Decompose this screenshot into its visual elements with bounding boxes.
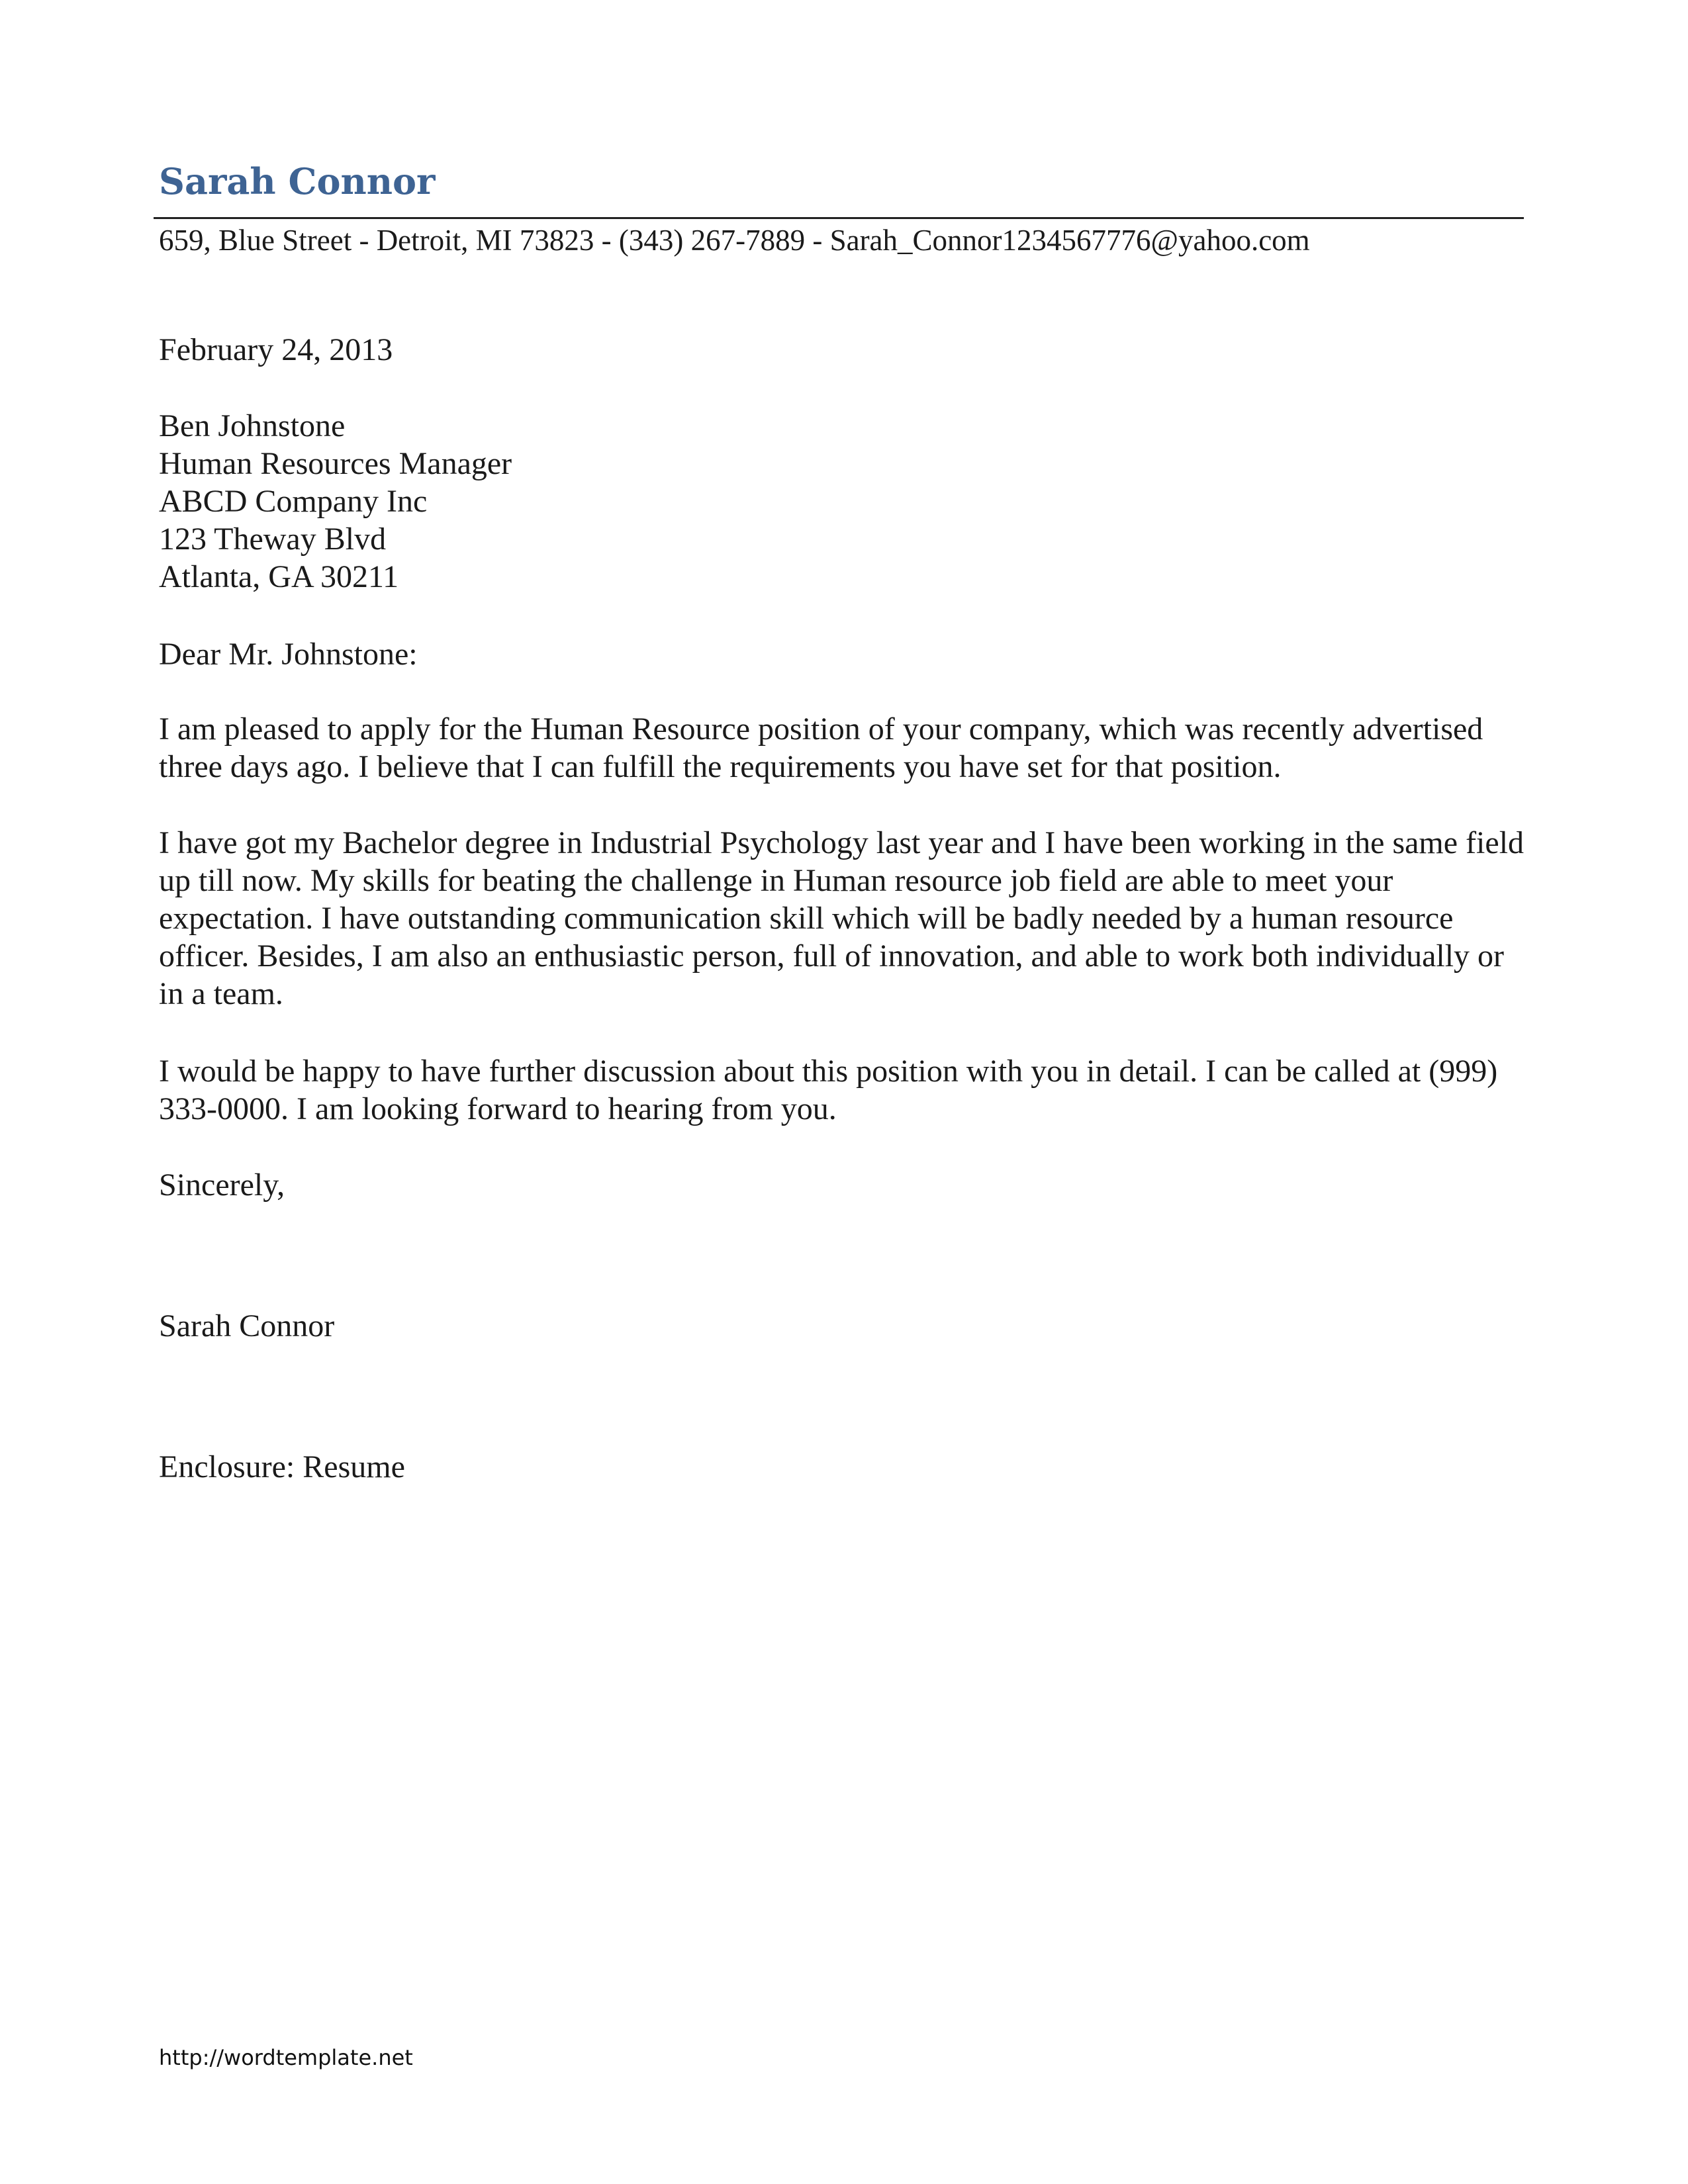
- body-paragraph: I have got my Bachelor degree in Industrial Psychology last year and I have been working in the same field up till now. My skills for beating the challenge in Human resource job field are able to meet your expectation. I have outstanding communication skill which will be badly needed by a human resource officer. Besides, I am also an enthusiastic person, full of innovation, and able to work both individually or in a team.: [159, 825, 1524, 1011]
- recipient-street: 123 Theway Blvd: [159, 522, 387, 557]
- footer-url-link[interactable]: http://wordtemplate.net: [159, 2045, 413, 2070]
- salutation: Dear Mr. Johnstone:: [159, 637, 418, 672]
- enclosure-note: Enclosure: Resume: [159, 1449, 405, 1484]
- sender-name: Sarah Connor: [159, 160, 436, 203]
- closing: Sincerely,: [159, 1167, 285, 1203]
- body-paragraph: I would be happy to have further discussion about this position with you in detail. I can be called at (999) 333-0000. I am looking forward to hearing from you.: [159, 1054, 1498, 1126]
- recipient-company: ABCD Company Inc: [159, 484, 428, 519]
- header-divider: [154, 217, 1524, 219]
- recipient-title: Human Resources Manager: [159, 446, 512, 481]
- signer-name: Sarah Connor: [159, 1308, 335, 1343]
- recipient-name: Ben Johnstone: [159, 408, 346, 443]
- body-paragraph: I am pleased to apply for the Human Resource position of your company, which was recently advertised three days ago. I believe that I can fulfill the requirements you have set for that position.: [159, 711, 1483, 784]
- recipient-city: Atlanta, GA 30211: [159, 559, 399, 594]
- letter-date: February 24, 2013: [159, 332, 393, 367]
- sender-contact-line: 659, Blue Street - Detroit, MI 73823 - (343) 267-7889 - Sarah_Connor1234567776@yahoo.com: [159, 224, 1310, 257]
- recipient-address: [159, 407, 512, 596]
